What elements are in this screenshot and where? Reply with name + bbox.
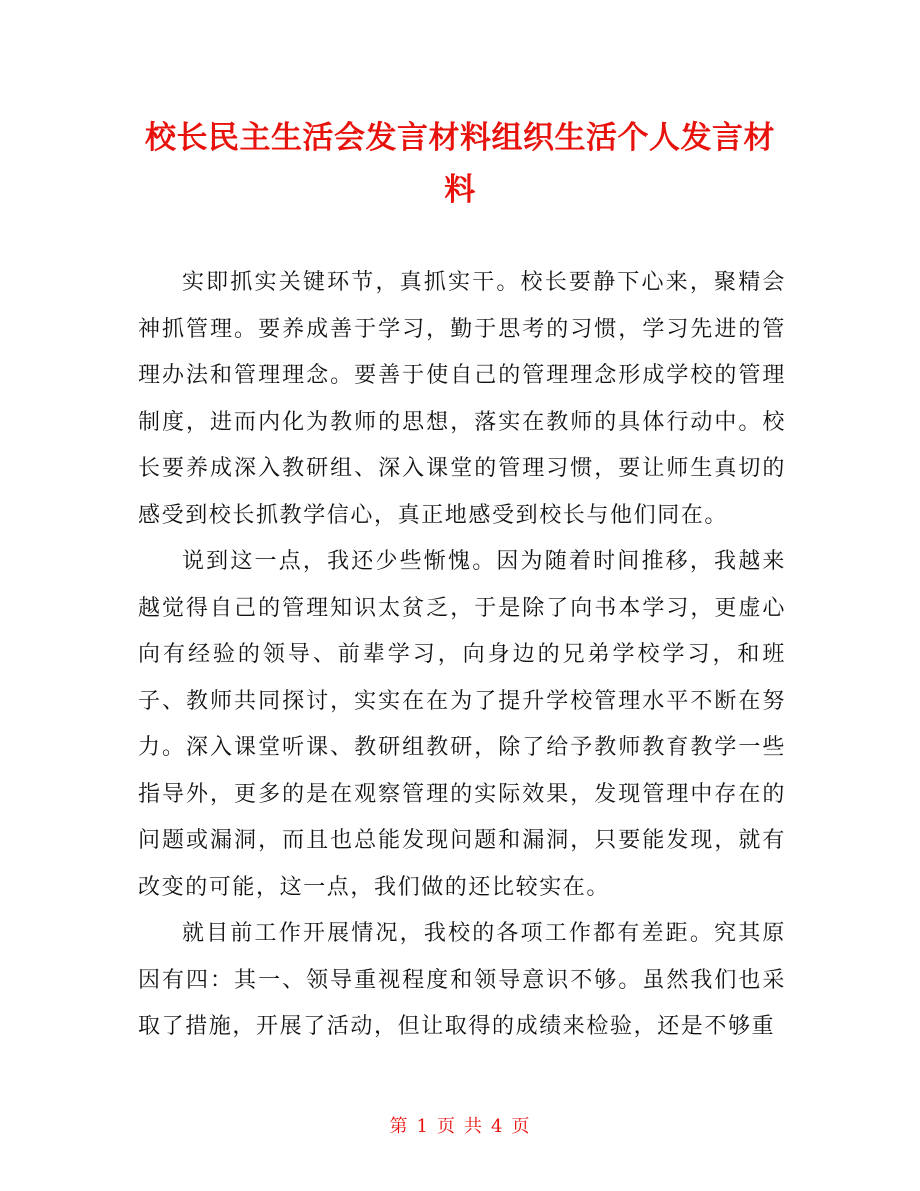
footer-gong: 共 (464, 1116, 483, 1137)
footer-di: 第 (389, 1116, 409, 1137)
footer-current-page: 1 (416, 1116, 429, 1137)
paragraph-2: 说到这一点，我还少些惭愧。因为随着时间推移，我越来越觉得自己的管理知识太贫乏，于是除了向书本学习，更虚心向有经验的领导、前辈学习，向身边的兄弟学校学习，和班子、教师共同探讨，实实在在为了提升学校管理水平不断在努力。深入课堂听课、教研组教研，除了给予教师教育教学一些指导外，更多的是在观察管理的实际效果，发现管理中存在的问题或漏洞，而且也总能发现问题和漏洞，只要能发现，就有改变的可能，这一点，我们做的还比较实在。 (138, 549, 786, 900)
footer-ye: 页 (437, 1116, 456, 1137)
paragraph-1: 实即抓实关键环节，真抓实干。校长要静下心来，聚精会神抓管理。要养成善于学习，勤于思考的习惯，学习先进的管理办法和管理理念。要善于使自己的管理理念形成学校的管理制度，进而内化为教师的思想，落实在教师的具体行动中。校长要养成深入教研组、深入课堂的管理习惯，要让师生真切的感受到校长抓教学信心，真正地感受到校长与他们同在。 (138, 270, 786, 528)
document-title: 校长民主生活会发言材料组织生活个人发言材料 (145, 120, 775, 208)
footer-total-pages: 4 (491, 1116, 504, 1137)
page-footer (0, 1112, 920, 1138)
footer-ye-2: 页 (511, 1116, 531, 1137)
document-body (138, 260, 786, 1051)
paragraph-3: 就目前工作开展情况，我校的各项工作都有差距。究其原因有四：其一、领导重视程度和领导意识不够。虽然我们也采取了措施，开展了活动，但让取得的成绩来检验，还是不够重 (138, 921, 786, 1039)
